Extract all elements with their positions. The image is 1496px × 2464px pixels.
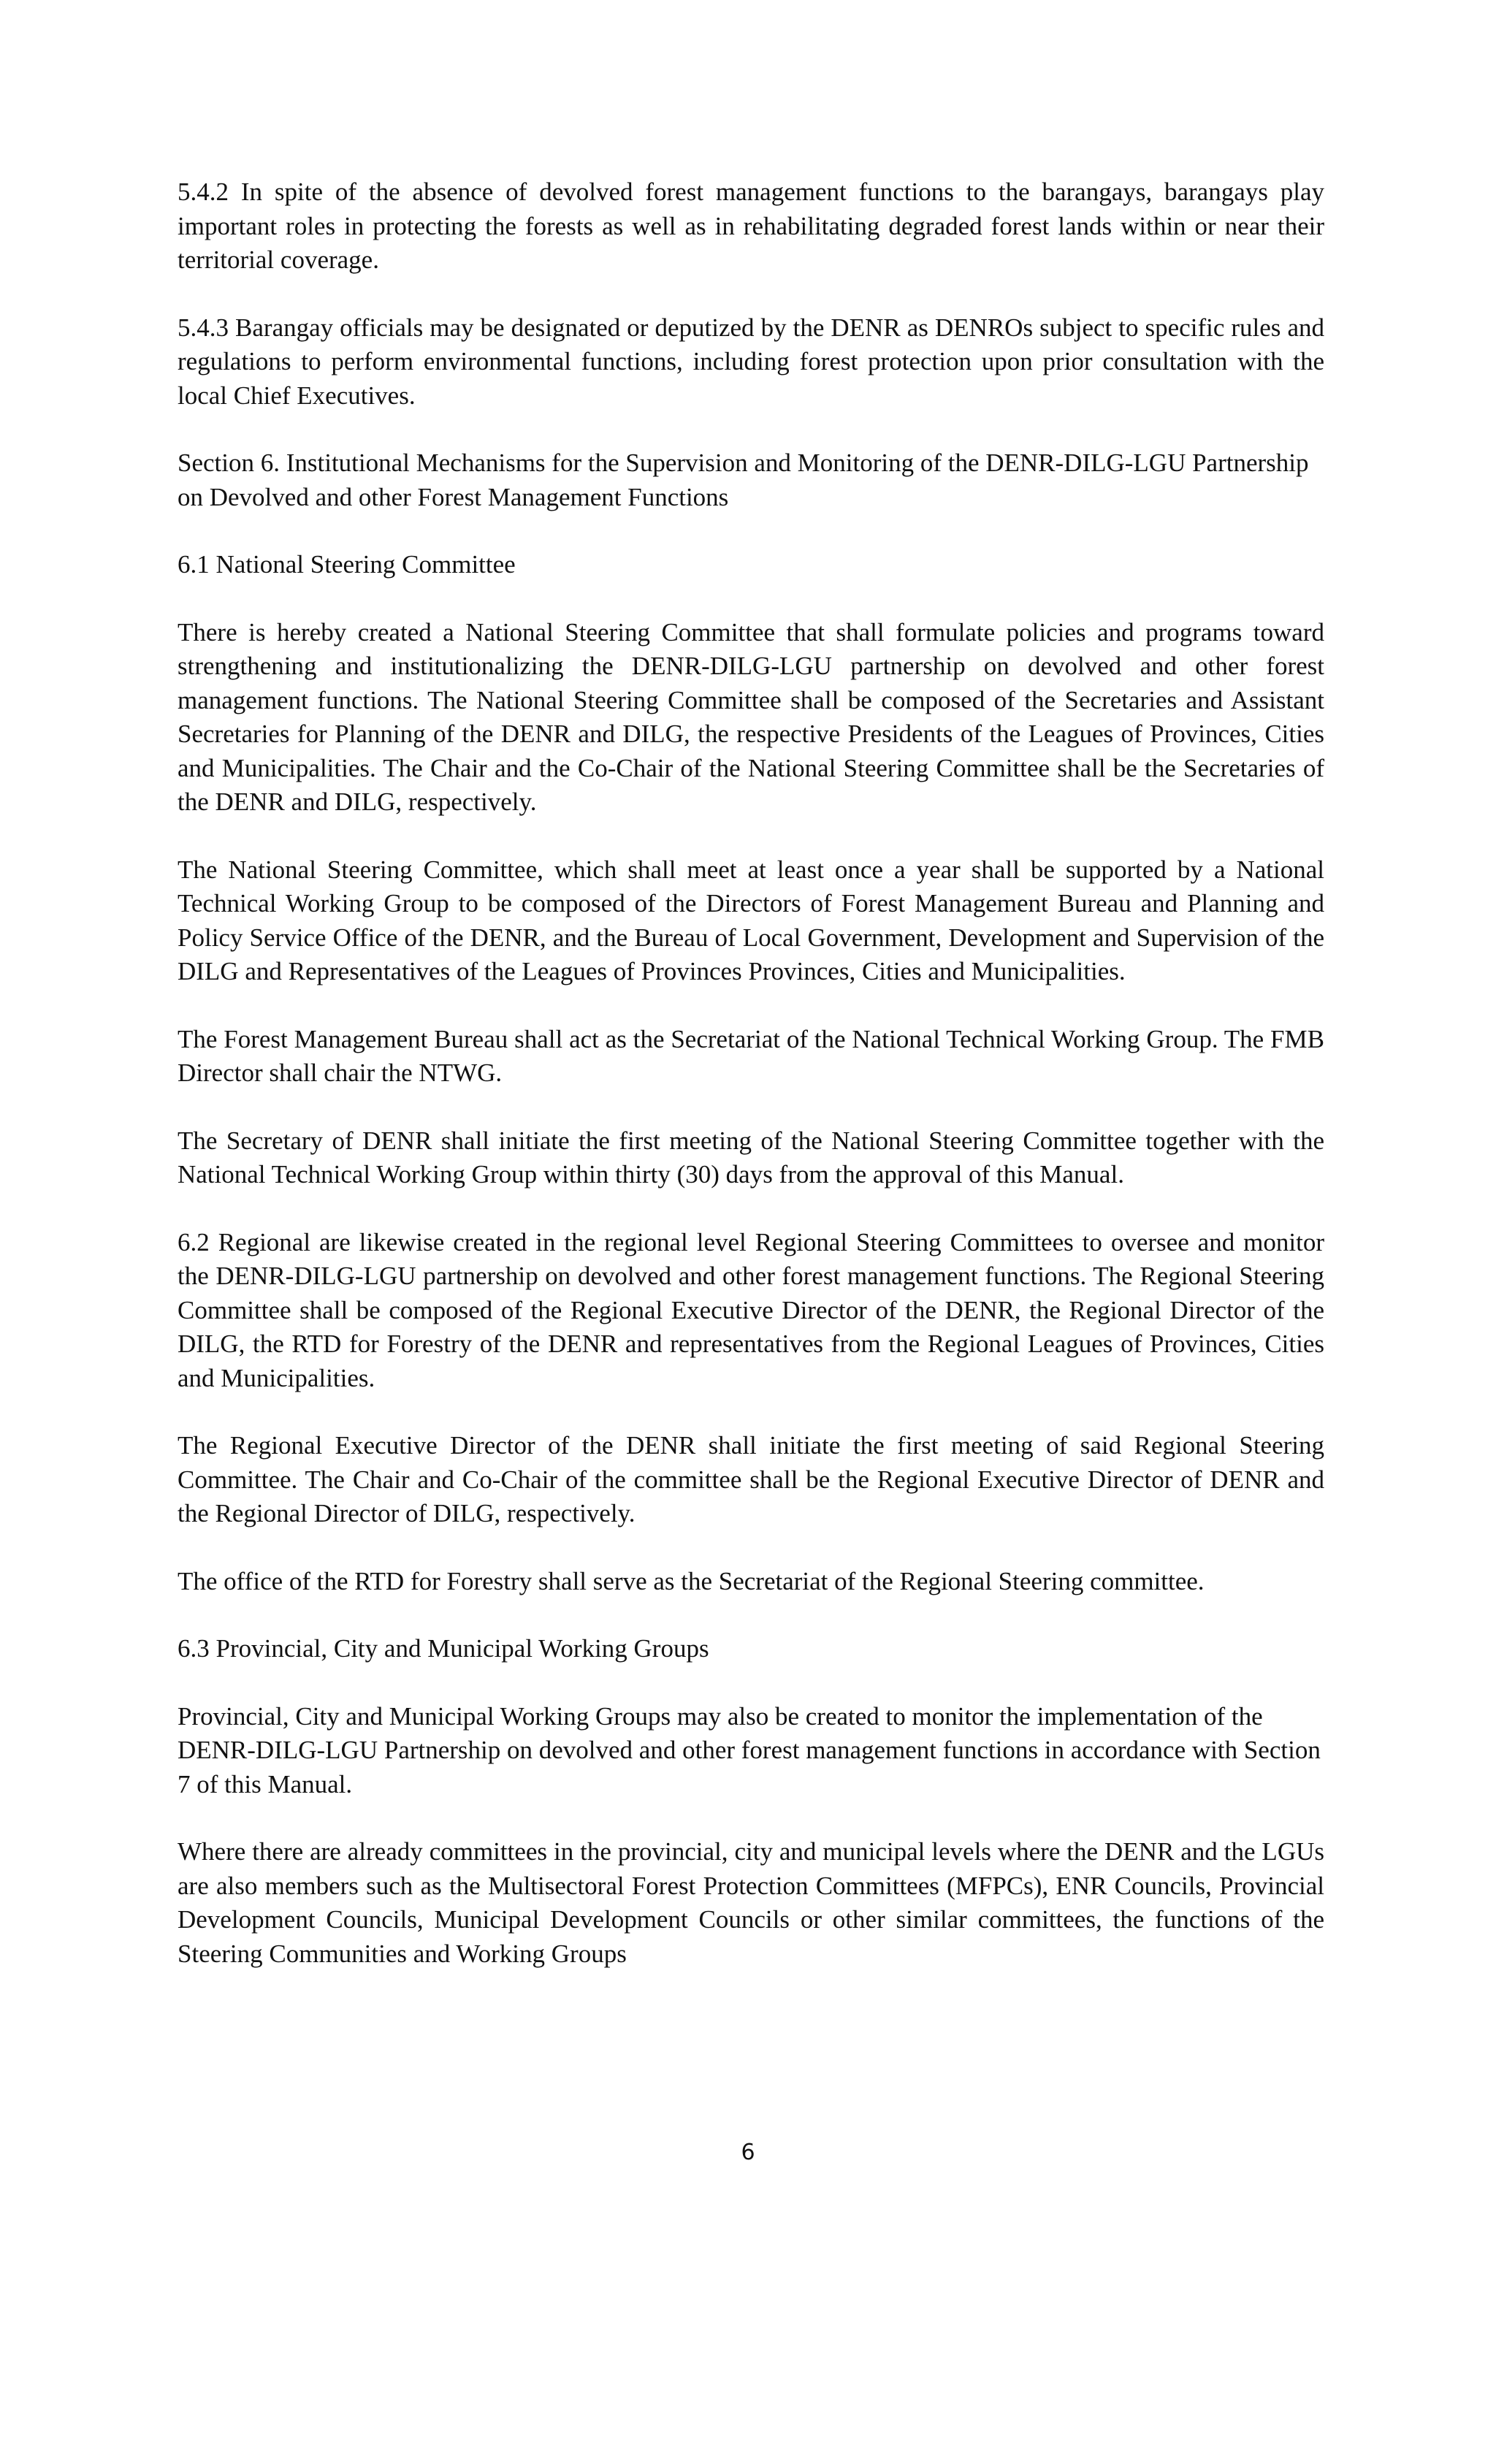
paragraph-working-groups: Provincial, City and Municipal Working Groups may also be created to monitor the implementation of the DENR-DILG-LGU Partnership on devolved and other forest management functions in accordance with Section 7 of this Manual.: [178, 1701, 1321, 1799]
section-6-heading: Section 6. Institutional Mechanisms for the Supervision and Monitoring of the DENR-DILG-LGU Partnership on Devolved and other Forest Management Functions: [178, 449, 1309, 511]
paragraph-ntwg-support: The National Steering Committee, which shall meet at least once a year shall be supported by a National Technical Working Group to be composed of the Directors of Forest Management Bureau and Planning and Policy Service Office of the DENR, and the Bureau of Local Government, Development and Supervision of the DILG and Representatives of the Leagues of Provinces Provinces, Cities and Municipalities.: [178, 855, 1324, 985]
paragraph-fmb-secretariat: The Forest Management Bureau shall act as the Secretariat of the National Technical Working Group. The FMB Director shall chair the NTWG.: [178, 1024, 1324, 1087]
paragraph-existing-committees: Where there are already committees in the provincial, city and municipal levels where the DENR and the LGUs are also members such as the Multisectoral Forest Protection Committees (MFPCs), ENR Councils, Provincial Development Councils, Municipal Development Councils or other similar committees, the functions of the Steering Communities and Working Groups: [178, 1837, 1324, 1968]
paragraph-5-4-2: 5.4.2 In spite of the absence of devolved forest management functions to the barangays, barangays play important roles in protecting the forests as well as in rehabilitating degraded forest lands within or near their territorial coverage.: [178, 178, 1324, 274]
paragraph-regional-chair: The Regional Executive Director of the DENR shall initiate the first meeting of said Regional Steering Committee. The Chair and Co-Chair of the committee shall be the Regional Executive Director of DENR and the Regional Director of DILG, respectively.: [178, 1431, 1324, 1527]
paragraph-first-meeting: The Secretary of DENR shall initiate the first meeting of the National Steering Committee together with the National Technical Working Group within thirty (30) days from the approval of this Manual.: [178, 1126, 1324, 1189]
paragraph-5-4-3: 5.4.3 Barangay officials may be designated or deputized by the DENR as DENROs subject to specific rules and regulations to perform environmental functions, including forest protection upon prior consultation with the local Chief Executives.: [178, 313, 1324, 410]
paragraph-national-steering-committee: There is hereby created a National Steering Committee that shall formulate policies and programs toward strengthening and institutionalizing the DENR-DILG-LGU partnership on devolved and other forest management functions. The National Steering Committee shall be composed of the Secretaries and Assistant Secretaries for Planning of the DENR and DILG, the respective Presidents of the Leagues of Provinces, Cities and Municipalities. The Chair and the Co-Chair of the National Steering Committee shall be the Secretaries of the DENR and DILG, respectively.: [178, 617, 1324, 816]
heading-6-1: 6.1 National Steering Committee: [178, 550, 516, 579]
heading-6-3: 6.3 Provincial, City and Municipal Working Groups: [178, 1634, 709, 1663]
paragraph-rtd-secretariat: The office of the RTD for Forestry shall serve as the Secretariat of the Regional Steering committee.: [178, 1566, 1205, 1595]
page-number: 6: [741, 2140, 755, 2165]
document-body: [178, 175, 1324, 2005]
paragraph-6-2-regional: 6.2 Regional are likewise created in the regional level Regional Steering Committees to oversee and monitor the DENR-DILG-LGU partnership on devolved and other forest management functions. The Regional Steering Committee shall be composed of the Regional Executive Director of the DENR, the Regional Director of the DILG, the RTD for Forestry of the DENR and representatives from the Regional Leagues of Provinces, Cities and Municipalities.: [178, 1227, 1324, 1392]
